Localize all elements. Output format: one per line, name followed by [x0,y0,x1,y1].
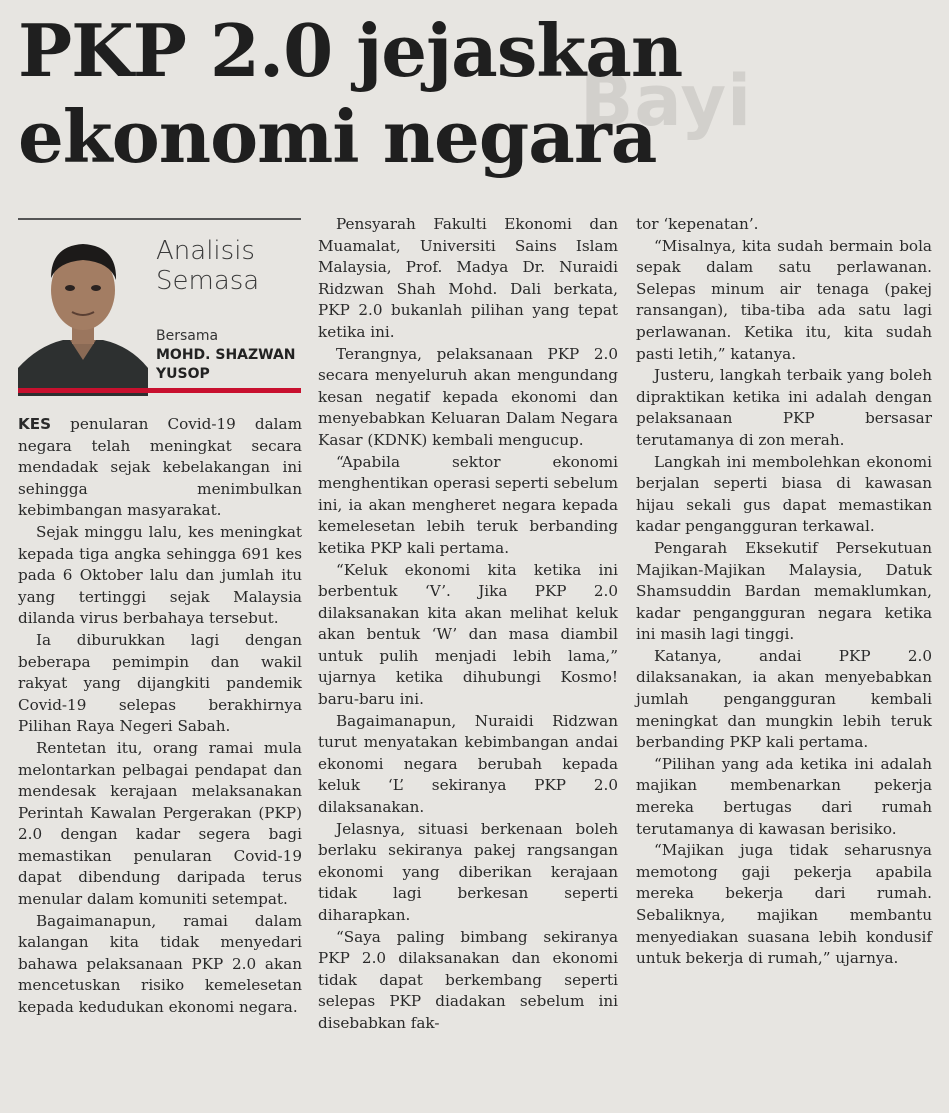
byline-prefix: Bersama [156,328,219,344]
paragraph: Pengarah Eksekutif Persekutuan Majikan-Majikan Malaysia, Datuk Shamsuddin Bardan memaklumkan, kadar pengangguran negara ketika ini masih lagi tinggi. [636,538,932,644]
divider [18,218,301,220]
author-name-line1: MOHD. SHAZWAN [156,347,296,363]
paragraph: “Misalnya, kita sudah bermain bola sepak dalam satu perlawanan. Selepas minum air tenaga (pakej ransangan), tiba-tiba ada satu lagi perlawanan. Ketika itu, kita sudah pasti letih,” katanya. [636,236,932,363]
byline-box [18,222,308,397]
paragraph: “Apabila sektor ekonomi menghentikan operasi seperti sebelum ini, ia akan mengheret negara kepada kemelesetan lebih teruk berbanding ketika PKP kali pertama. [318,452,618,557]
paragraph: Justeru, langkah terbaik yang boleh dipraktikan ketika ini adalah dengan pelaksanaan PKP bersasar terutamanya di zon merah. [636,366,932,449]
paragraph: Jelasnya, situasi berkenaan boleh berlaku sekiranya pakej rangsangan ekonomi yang diberikan kerajaan tidak lagi berkesan seperti diharapkan. [318,819,618,924]
author-name-line2: YUSOP [156,366,210,382]
paragraph: Bagaimanapun, Nuraidi Ridzwan turut menyatakan kebimbangan andai ekonomi negara berubah kepada keluk ‘L’ sekiranya PKP 2.0 dilaksanakan. [318,711,618,817]
headline: PKP 2.0 jejaskan ekonomi negara [18,8,683,179]
paragraph [18,414,302,522]
article-column-1 [18,414,302,1019]
paragraph: “Majikan juga tidak seharusnya memotong gaji pekerja apabila mereka bekerja dari rumah. Sebaliknya, majikan membantu menyediakan suasana lebih kondusif untuk bekerja di rumah,” ujarnya. [636,841,932,968]
accent-bar [18,388,301,393]
author-name [156,346,296,384]
bleed-through-headline: Bayi [580,60,753,142]
paragraph: tor ‘kepenatan’. [636,215,759,233]
paragraph: “Saya paling bimbang sekiranya PKP 2.0 dilaksanakan dan ekonomi tidak dapat berkembang seperti selepas PKP diadakan sebelum ini disebabkan fak- [318,927,618,1032]
article-column-3 [636,214,932,970]
paragraph: Langkah ini membolehkan ekonomi berjalan seperti biasa di kawasan hijau sekali gus dapat memastikan kadar pengangguran terkawal. [636,452,932,536]
paragraph: Terangnya, pelaksanaan PKP 2.0 secara menyeluruh akan mengundang kesan negatif kepada ekonomi dan menyebabkan Keluaran Dalam Negara Kasar (KDNK) kembali mengucup. [318,344,618,449]
paragraph-text: penularan Covid-19 dalam negara telah meningkat secara mendadak sejak kebelakangan ini sehingga menimbulkan kebimbangan masyarakat. [18,415,302,520]
paragraph: Pensyarah Fakulti Ekonomi dan Muamalat, Universiti Sains Islam Malaysia, Prof. Madya Dr. Nuraidi Ridzwan Shah Mohd. Dali berkata, PKP 2.0 bukanlah pilihan yang tepat ketika ini. [318,215,618,341]
column-title: Analisis Semasa [156,236,260,296]
paragraph: Sejak minggu lalu, kes meningkat kepada tiga angka sehingga 691 kes pada 6 Oktober lalu dan jumlah itu yang tertinggi sejak Malaysia dilanda virus berbahaya tersebut. [18,522,302,628]
paragraph: Ia diburukkan lagi dengan beberapa pemimpin dan wakil rakyat yang dijangkiti pandemik Covid-19 selepas berakhirnya Pilihan Raya Negeri Sabah. [18,630,302,736]
author-portrait [18,228,148,396]
paragraph: Bagaimanapun, ramai dalam kalangan kita tidak menyedari bahawa pelaksanaan PKP 2.0 akan mencetuskan risiko kemelesetan kepada kedudukan ekonomi negara. [18,911,302,1017]
paragraph: “Pilihan yang ada ketika ini adalah majikan membenarkan pekerja mereka bertugas dari rumah terutamanya di kawasan berisiko. [636,754,932,838]
lead-word: KES [18,415,52,433]
article-column-2 [318,214,618,1035]
paragraph: Katanya, andai PKP 2.0 dilaksanakan, ia akan menyebabkan jumlah pengangguran kembali meningkat dan mungkin lebih teruk berbanding PKP kali pertama. [636,646,932,752]
paragraph: “Keluk ekonomi kita ketika ini berbentuk ‘V’. Jika PKP 2.0 dilaksanakan kita akan melihat keluk akan bentuk ‘W’ dan masa diambil untuk pulih menjadi lebih lama,” ujarnya ketika dihubungi Kosmo! baru-baru ini. [318,560,618,709]
paragraph: Rentetan itu, orang ramai mula melontarkan pelbagai pendapat dan mendesak kerajaan melaksanakan Perintah Kawalan Pergerakan (PKP) 2.0 dengan kadar segera bagi memastikan penularan Covid-19 dapat dibendung daripada terus menular dalam komuniti setempat. [18,738,302,909]
